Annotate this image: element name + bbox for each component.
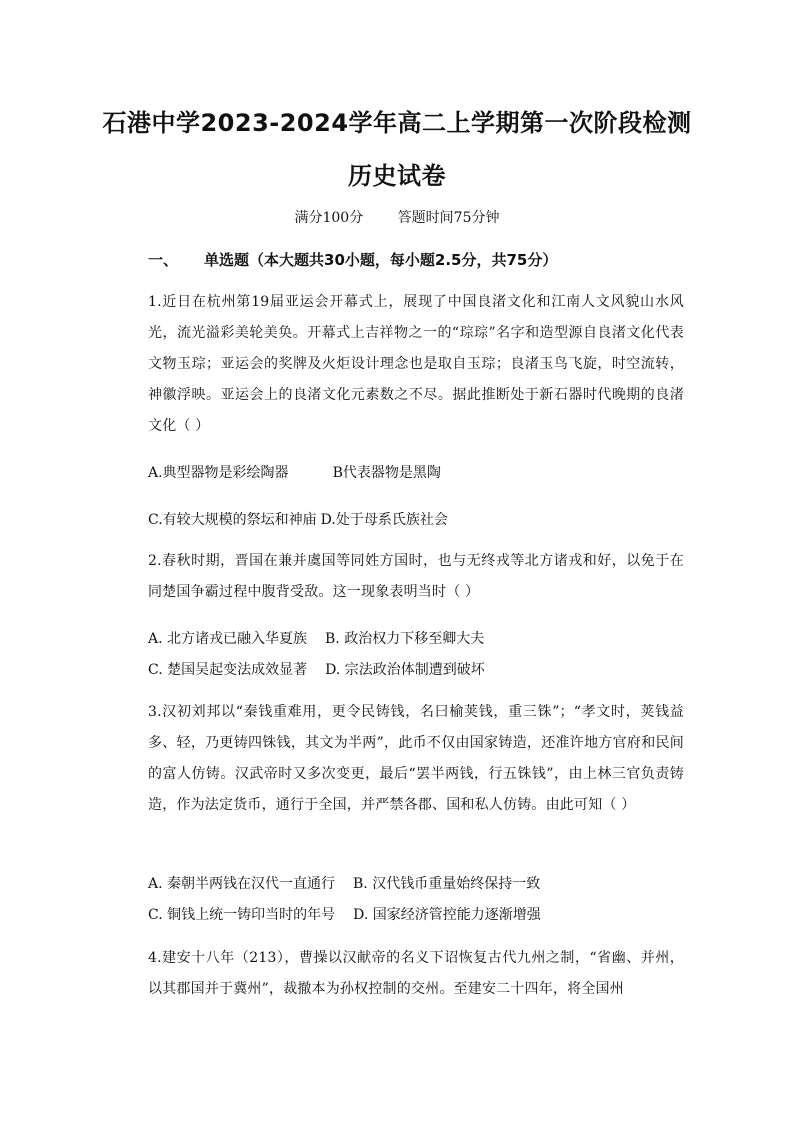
section-number: 一、 — [148, 251, 179, 269]
question-2-options-row1 — [148, 628, 484, 648]
section-title: 单选题（本大题共30小题，每小题2.5分，共75分） — [204, 251, 558, 269]
question-3-stem: 3.汉初刘邦以“秦钱重难用，更令民铸钱，名曰榆荚钱，重三铢”；“孝文时，荚钱益多、轻，乃更铸四铢钱，其文为半两”，此币不仅由国家铸造，还准许地方官府和民间的富人仿铸。汉武帝时又多次变更，最后“罢半两钱，行五铢钱”，由上林三官负责铸造，作为法定货币，通行于全国，并严禁各郡、国和私人仿铸。由此可知（ ） — [148, 704, 684, 813]
exam-meta — [0, 207, 794, 227]
question-3-options-row2 — [148, 904, 541, 924]
question-3-option-d: D. 国家经济管控能力逐渐增强 — [353, 907, 541, 923]
question-1-option-d: D.处于母系氏族社会 — [320, 512, 448, 528]
question-2-option-c: C. 楚国吴起变法成效显著 — [148, 662, 308, 678]
question-2-stem: 2.春秋时期，晋国在兼并虞国等同姓方国时，也与无终戎等北方诸戎和好，以免于在同楚国争霸过程中腹背受敌。这一现象表明当时（ ） — [148, 553, 684, 600]
exam-subject-title: 历史试卷 — [348, 162, 446, 190]
question-3-option-c: C. 铜钱上统一铸印当时的年号 — [148, 907, 336, 923]
question-3-option-a: A. 秦朝半两钱在汉代一直通行 — [148, 876, 336, 892]
question-3-option-b: B. 汉代钱币重量始终保持一致 — [353, 876, 541, 892]
question-4-stem: 4.建安十八年（213），曹操以汉献帝的名义下诏恢复古代九州之制，“省幽、并州，以其郡国并于冀州”，裁撤本为孙权控制的交州。至建安二十四年，将全国州 — [148, 950, 684, 997]
question-1-option-b: B代表器物是黑陶 — [332, 465, 441, 481]
question-1-option-a: A.典型器物是彩绘陶器 — [148, 465, 289, 481]
section-heading — [148, 249, 557, 270]
full-score: 满分100分 — [294, 210, 364, 226]
question-1-options-row2 — [148, 509, 448, 529]
question-2-options-row2 — [148, 659, 485, 679]
question-1-stem: 1.近日在杭州第19届亚运会开幕式上，展现了中国良渚文化和江南人文风貌山水风光，流光溢彩美轮美奂。开幕式上吉祥物之一的“琮琮”名字和造型源自良渚文化代表文物玉琮；亚运会的奖牌及火炬设计理念也是取自玉琮；良渚玉鸟飞旋，时空流转，神徽浮映。亚运会上的良渚文化元素数之不尽。据此推断处于新石器时代晚期的良渚文化（ ） — [148, 294, 684, 434]
question-1-options-row1 — [148, 462, 441, 482]
exam-title: 石港中学2023-2024学年高二上学期第一次阶段检测 — [102, 109, 692, 137]
question-3-options-row1 — [148, 873, 540, 893]
question-2-option-a: A. 北方诸戎已融入华夏族 — [148, 631, 308, 647]
question-2-option-b: B. 政治权力下移至卿大夫 — [325, 631, 485, 647]
exam-time: 答题时间75分钟 — [397, 210, 500, 226]
question-2-option-d: D. 宗法政治体制遭到破坏 — [325, 662, 485, 678]
question-1-option-c: C.有较大规模的祭坛和神庙 — [148, 512, 317, 528]
